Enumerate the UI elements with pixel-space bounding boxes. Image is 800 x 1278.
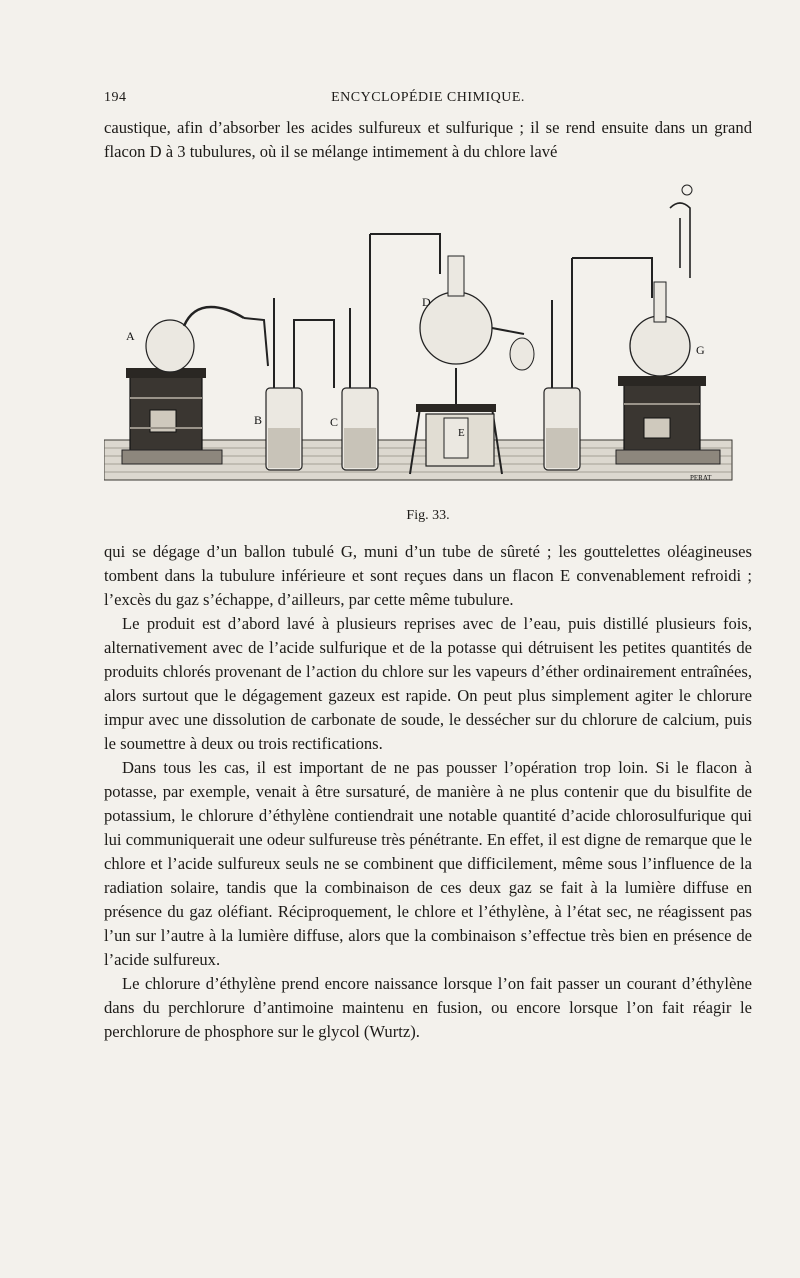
figure-caption: Fig. 33. [406, 508, 450, 523]
flask-a [126, 307, 268, 372]
paragraph: Le produit est d’abord lavé à plusieurs reprises avec de l’eau, puis distillé plusieurs fois, alternativement avec de l’acide sulfurique et de la potasse qui détruisent les petites quantités de produits chlorés provenant de l’action du chlore sur les vapeurs d’éther ordinairement entraînées, alors surtout que le dégagement gazeux est rapide. On peut plus simplement agiter le chlorure impur avec une dissolution de carbonate de soude, le dessécher sur du chlorure de calcium, puis le soumettre à deux ou trois rectifications. [104, 614, 752, 753]
flask-g [630, 185, 705, 376]
page-header [104, 86, 752, 110]
text-block-bottom [104, 540, 752, 1044]
svg-text:B: B [254, 413, 263, 427]
vessel-e [426, 414, 494, 466]
paragraph: caustique, afin d’absorber les acides sulfureux et sulfurique ; il se rend ensuite dans un grand flacon D à 3 tubulures, où il se mélange intimement à du chlore lavé [104, 118, 752, 161]
figure-apparatus [104, 178, 752, 502]
furnace-a [122, 368, 222, 464]
paragraph: Le chlorure d’éthylène prend encore naissance lorsque l’on fait passer un courant d’éthylène dans du perchlorure d’antimoine maintenu en fusion, ou encore lorsque l’on fait réagir le perchlorure de phosphore sur le glycol (Wurtz). [104, 974, 752, 1041]
wash-bottle-c [330, 234, 440, 470]
text-block-top [104, 116, 752, 164]
svg-text:G: G [696, 343, 705, 357]
paragraph: qui se dégage d’un ballon tubulé G, muni d’un tube de sûreté ; les gouttelettes oléagineuses tombent dans la tubulure inférieure et sont reçues dans un flacon E convenablement refroidi ; l’excès du gaz s’échappe, d’ailleurs, par cette même tubulure. [104, 542, 752, 609]
furnace-g [616, 376, 720, 464]
running-head: ENCYCLOPÉDIE CHIMIQUE. [331, 90, 525, 105]
apparatus-illustration [104, 178, 752, 502]
svg-text:E: E [458, 427, 465, 439]
page-number: 194 [104, 90, 127, 105]
svg-text:D: D [422, 295, 431, 309]
engraver-signature: PERAT [690, 474, 712, 482]
paragraph: Dans tous les cas, il est important de ne pas pousser l’opération trop loin. Si le flacon à potasse, par exemple, venait à être sursaturé, de manière à ne plus contenir que du bisulfite de potassium, le chlorure d’éthylène contiendrait une notable quantité d’acide chlorosulfurique qui lui communiquerait une odeur sulfureuse très pénétrante. En effet, il est digne de remarque que le chlore et l’acide sulfureux seuls ne se combinent que difficilement, même sous l’influence de la radiation solaire, tandis que la combinaison de ces deux gaz se fait à la lumière diffuse en présence du gaz oléfiant. Réciproquement, le chlore et l’éthylène, à l’état sec, ne réagissent pas l’un sur l’autre à la lumière diffuse, alors que la combinaison s’effectue très bien en présence de l’acide sulfureux. [104, 758, 752, 969]
svg-text:A: A [126, 329, 135, 343]
svg-text:C: C [330, 415, 339, 429]
